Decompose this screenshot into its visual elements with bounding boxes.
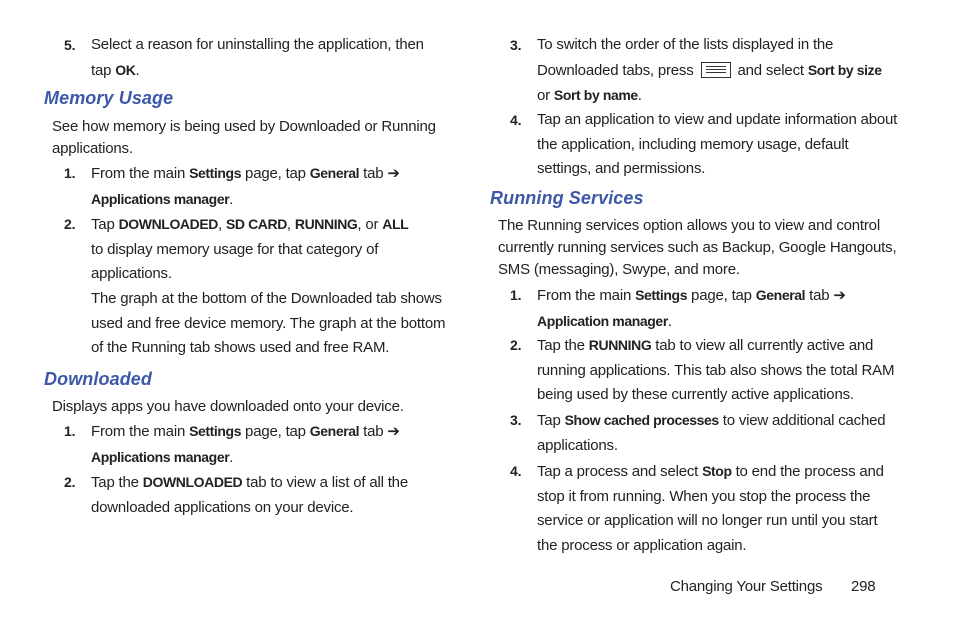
ok-label: OK [115, 61, 136, 78]
running-services-intro: The Running services option allows you to view and control currently running services such as Backup, Google Hangouts, SMS (messaging), Swype, and more. [498, 217, 897, 278]
footer-section-title: Changing Your Settings [670, 578, 823, 595]
heading-downloaded: Downloaded [44, 369, 152, 389]
memory-graph-note: The graph at the bottom of the Downloaded tab shows used and free device memory. The graph at the bottom of the Running tab shows used and free RAM. [91, 290, 446, 356]
heading-running-services: Running Services [490, 188, 644, 208]
downloaded-intro: Displays apps you have downloaded onto your device. [52, 398, 404, 415]
menu-icon [701, 62, 731, 78]
heading-memory-usage: Memory Usage [44, 88, 174, 108]
page-number: 298 [851, 578, 876, 595]
memory-usage-intro: See how memory is being used by Downloaded or Running applications. [52, 118, 436, 157]
